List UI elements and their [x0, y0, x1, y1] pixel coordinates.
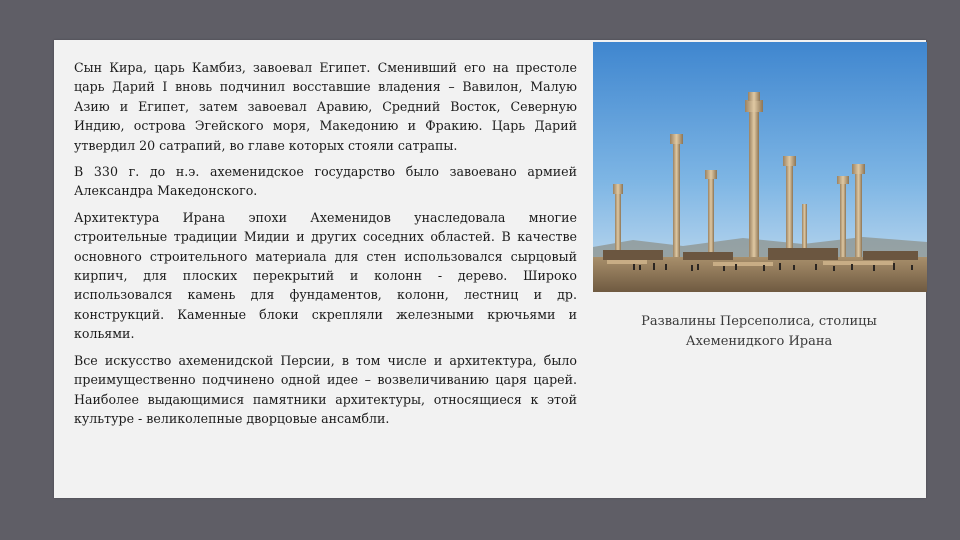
persepolis-photo [593, 42, 927, 292]
paragraph-alexander-conquest: В 330 г. до н.э. ахеменидское государство было завоевано армией Александра Македонского. [74, 164, 577, 199]
body-text [74, 58, 577, 435]
persepolis-illustration [593, 42, 927, 292]
photo-caption: Развалины Персеполиса, столицы Ахеменидкого Ирана [641, 314, 877, 349]
paragraph-cambyses-darius: Сын Кира, царь Камбиз, завоевал Египет. Сменивший его на престоле царь Дарий I вновь подчинил восставшие владения – Вавилон, Малую Азию и Египет, затем завоевал Аравию, Средний Восток, Северную Индию, острова Эгейского моря, Македонию и Фракию. Царь Дарий утвердил 20 сатрапий, во главе которых стояли сатрапы. [74, 60, 577, 153]
paragraph-achaemenid-art: Все искусство ахеменидской Персии, в том числе и архитектура, было преимущественно подчинено одной идее – возвеличиванию царя царей. Наиболее выдающимися памятники архитектуры, относящиеся к этой культуре - великолепные дворцовые ансамбли. [74, 352, 577, 426]
paragraph-achaemenid-architecture: Архитектура Ирана эпохи Ахеменидов унаследовала многие строительные традиции Мидии и других соседних областей. В качестве основного строительного материала для стен использовался сырцовый кирпич, для плоских перекрытий и колонн - дерево. Широко использовался камень для фундаментов, колонн, лестниц и др. конструкций. Каменные блоки скрепляли железными крючьями и кольями. [74, 209, 577, 342]
